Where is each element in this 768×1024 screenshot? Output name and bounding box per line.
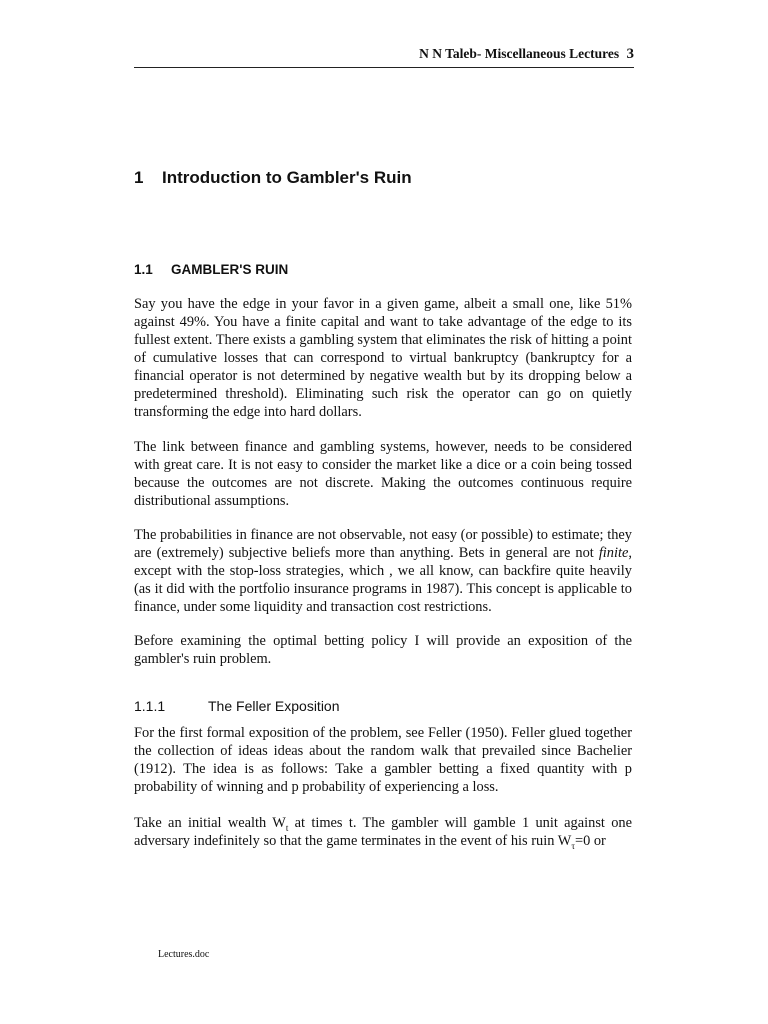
- subsection-title: GAMBLER'S RUIN: [171, 262, 289, 277]
- subscript-t: t: [285, 822, 289, 833]
- paragraph-4: Before examining the optimal betting policy I will provide an exposition of the gambler's ruin problem.: [134, 633, 632, 667]
- paragraph-3-italic: finite: [598, 545, 629, 561]
- page-header: [134, 46, 634, 63]
- section-number: 1: [134, 168, 144, 187]
- paragraph-6-text-c: =0 or: [574, 833, 606, 849]
- paragraph-6-text-b: at times t. The gambler will gamble 1 unit against one adversary indefinitely so that the game terminates in the event of his ruin W: [134, 815, 632, 849]
- paragraph-6-text-a: Take an initial wealth W: [134, 815, 286, 831]
- section-title: Introduction to Gambler's Ruin: [162, 168, 412, 187]
- subsection-number: 1.1: [134, 262, 153, 277]
- paragraph-2: The link between finance and gambling systems, however, needs to be considered with great care. It is not easy to consider the market like a dice or a coin being tossed because the outcomes are not discrete. Making the outcomes continuous require distributional assumptions.: [134, 439, 632, 509]
- header-rule: [134, 67, 634, 68]
- page-number: 3: [626, 46, 634, 62]
- subsubsection-title: The Feller Exposition: [208, 698, 340, 714]
- subsubsection-heading-1-1-1: [134, 698, 340, 714]
- header-title: N N Taleb- Miscellaneous Lectures: [419, 46, 620, 61]
- paragraph-1: Say you have the edge in your favor in a given game, albeit a small one, like 51% against 49%. You have a finite capital and want to take advantage of the edge to its fullest extent. There exists a gambling system that eliminates the risk of hitting a point of cumulative losses that can correspond to virtual bankruptcy (bankruptcy for a financial operator is not determined by negative wealth but by its dropping below a predetermined threshold). Eliminating such risk the operator can go on quietly transforming the edge into hard dollars.: [134, 296, 632, 420]
- paragraph-3: [134, 526, 632, 616]
- paragraph-6: [134, 814, 632, 850]
- page-footer: Lectures.doc: [158, 949, 210, 960]
- paragraph-3-text-a: The probabilities in finance are not observable, not easy (or possible) to estimate; they are (extremely) subjective beliefs more than anything. Bets in general are not: [134, 527, 632, 561]
- subsection-heading-1-1: [134, 262, 288, 277]
- subscript-tau: τ: [571, 840, 575, 851]
- paragraph-5: For the first formal exposition of the problem, see Feller (1950). Feller glued together the collection of ideas ideas about the random walk that prevailed since Bachelier (1912). The idea is as follows: Take a gambler betting a fixed quantity with p probability of winning and p probability of experiencing a loss.: [134, 725, 632, 795]
- paragraph-3-text-b: , except with the stop-loss strategies, which , we all know, can backfire quite heavily (as it did with the portfolio insurance programs in 1987). This concept is applicable to finance, under some liquidity and transaction cost restrictions.: [134, 545, 632, 615]
- section-heading-1: [134, 168, 412, 188]
- subsubsection-number: 1.1.1: [134, 698, 166, 714]
